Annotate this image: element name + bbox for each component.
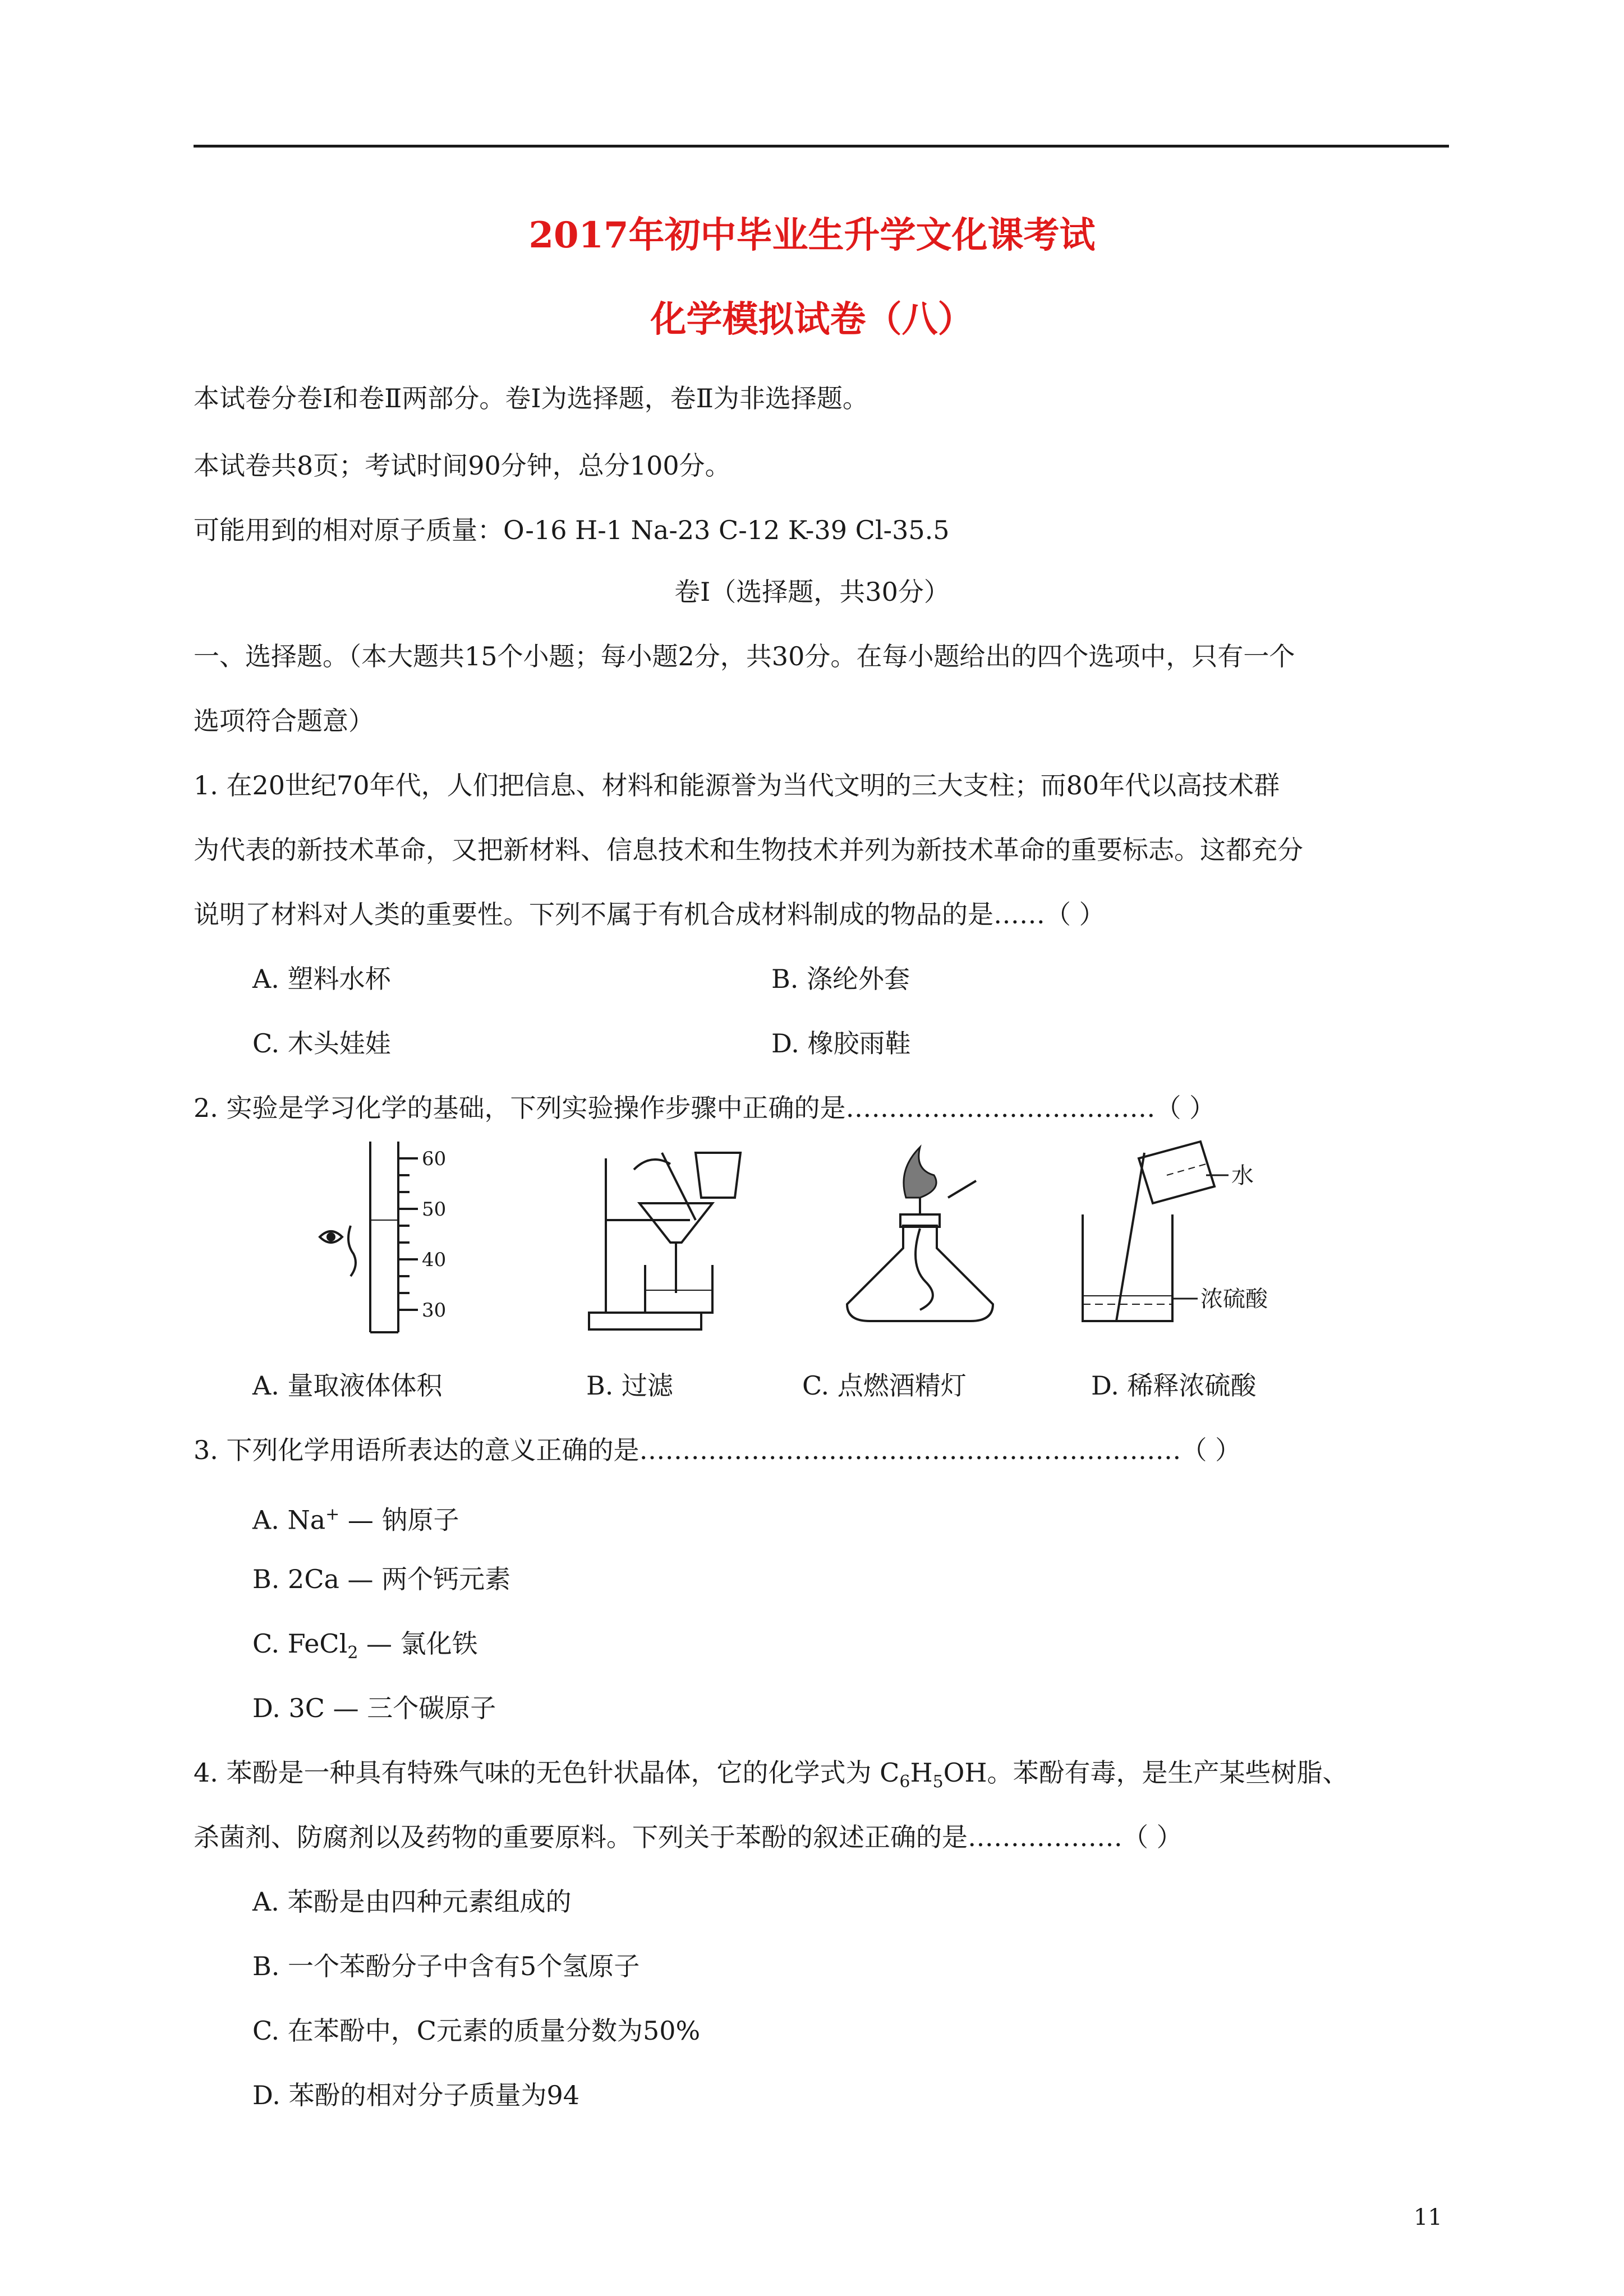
q2-option-c: C. 点燃酒精灯 (802, 1370, 967, 1401)
intro-line-2: 本试卷共8页；考试时间90分钟，总分100分。 (194, 450, 731, 481)
q4-stem-line-2: 杀菌剂、防腐剂以及药物的重要原料。下列关于苯酚的叙述正确的是………………（ ） (194, 1822, 1183, 1852)
graduated-cylinder-figure (297, 1136, 499, 1349)
q3-option-a: A. Na+ — 钠原子 (252, 1504, 459, 1535)
q1-option-c: C. 木头娃娃 (252, 1028, 391, 1059)
tick-30: 30 (422, 1299, 447, 1322)
q4-option-b: B. 一个苯酚分子中含有5个氢原子 (252, 1951, 640, 1981)
filtration-figure (578, 1136, 763, 1349)
q3-stem: 3. 下列化学用语所表达的意义正确的是………………………………………………………（ ） (194, 1435, 1241, 1465)
q1-stem-line-2: 为代表的新技术革命，又把新材料、信息技术和生物技术并列为新技术革命的重要标志。这都充分 (194, 835, 1303, 865)
top-rule (194, 145, 1449, 148)
intro-line-1: 本试卷分卷Ⅰ和卷Ⅱ两部分。卷Ⅰ为选择题，卷Ⅱ为非选择题。 (194, 383, 868, 413)
q2-option-b: B. 过滤 (586, 1370, 674, 1401)
q4-option-d: D. 苯酚的相对分子质量为94 (252, 2080, 580, 2110)
q1-option-a: A. 塑料水杯 (252, 964, 391, 994)
q4-option-c: C. 在苯酚中，C元素的质量分数为50% (252, 2016, 701, 2046)
intro-line-3: 可能用到的相对原子质量：O-16 H-1 Na-23 C-12 K-39 Cl-35.5 (194, 515, 950, 545)
q4-option-a: A. 苯酚是由四种元素组成的 (252, 1887, 572, 1917)
tick-40: 40 (422, 1249, 447, 1271)
q2-option-a: A. 量取液体体积 (252, 1370, 443, 1401)
tick-50: 50 (422, 1198, 447, 1221)
q1-option-d: D. 橡胶雨鞋 (771, 1028, 911, 1059)
q1-stem-line-1: 1. 在20世纪70年代，人们把信息、材料和能源誉为当代文明的三大支柱；而80年代以高技术群 (194, 770, 1280, 800)
section-instructions-2: 选项符合题意） (194, 706, 374, 736)
q2-stem: 2. 实验是学习化学的基础，下列实验操作步骤中正确的是………………………………（ ） (194, 1093, 1216, 1123)
q3-option-d: D. 3C — 三个碳原子 (252, 1693, 496, 1723)
q3-option-c: C. FeCl$_2$ — 氯化铁 (252, 1628, 478, 1663)
alcohol-lamp-figure (836, 1136, 1004, 1349)
q1-stem-line-3: 说明了材料对人类的重要性。下列不属于有机合成材料制成的物品的是……（ ） (194, 899, 1105, 930)
q4-stem-line-1: 4. 苯酚是一种具有特殊气味的无色针状晶体，它的化学式为 $C_6H_5OH$。苯酚有毒，是生产某些树脂、 (194, 1757, 1349, 1792)
exam-subtitle: 化学模拟试卷（八） (650, 298, 974, 341)
section-title: 卷Ⅰ（选择题，共30分） (674, 577, 950, 607)
q3-option-b: B. 2Ca — 两个钙元素 (252, 1564, 511, 1594)
water-label: 水 (1231, 1163, 1254, 1189)
exam-title: 2017年初中毕业生升学文化课考试 (528, 214, 1096, 256)
section-instructions-1: 一、选择题。（本大题共15个小题；每小题2分，共30分。在每小题给出的四个选项中，只有一个 (194, 641, 1295, 671)
q2-option-d: D. 稀释浓硫酸 (1091, 1370, 1257, 1401)
acid-label: 浓硫酸 (1200, 1286, 1268, 1312)
page-number: 11 (1414, 2205, 1442, 2230)
q2-figures (247, 1136, 1481, 1349)
tick-60: 60 (422, 1148, 447, 1170)
q1-option-b: B. 涤纶外套 (771, 964, 910, 994)
dilution-figure (1060, 1136, 1341, 1349)
